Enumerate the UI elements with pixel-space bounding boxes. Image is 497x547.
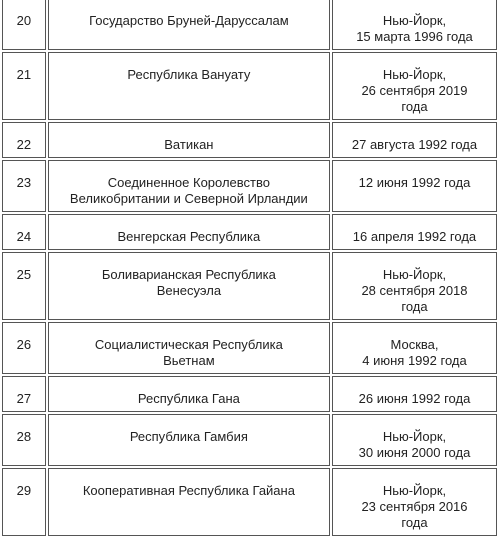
- row-number: 26: [16, 337, 32, 352]
- table-row: [2, 214, 497, 250]
- row-number-cell: [2, 252, 46, 320]
- signing-date-cell: [332, 468, 497, 536]
- country-name-line: Соединенное Королевство: [107, 175, 270, 190]
- row-number-cell: [2, 160, 46, 212]
- country-name-cell: [48, 414, 330, 466]
- signing-date-cell: [332, 214, 497, 250]
- signing-date-cell: [332, 0, 497, 50]
- signing-date-line: 28 сентября 2018: [361, 283, 468, 298]
- signing-date-cell: [332, 322, 497, 374]
- signing-date-cell: [332, 52, 497, 120]
- signing-date-line: 27 августа 1992 года: [351, 137, 478, 152]
- country-name-line: Венесуэла: [156, 283, 222, 298]
- country-name-line: Социалистическая Республика: [94, 337, 283, 352]
- country-name-line: Государство Бруней-Даруссалам: [89, 13, 289, 28]
- country-name-cell: [48, 468, 330, 536]
- row-number: 20: [16, 13, 32, 28]
- row-number: 28: [16, 429, 32, 444]
- row-number-cell: [2, 0, 46, 50]
- country-name-line: Республика Гамбия: [129, 429, 248, 444]
- signing-date-cell: [332, 252, 497, 320]
- country-name-cell: [48, 122, 330, 158]
- country-name-line: Кооперативная Республика Гайана: [82, 483, 295, 498]
- row-number: 25: [16, 267, 32, 282]
- country-name-line: Республика Гана: [137, 391, 240, 406]
- row-number: 27: [16, 391, 32, 406]
- row-number-cell: [2, 214, 46, 250]
- row-number-cell: [2, 376, 46, 412]
- signing-date-line: Нью-Йорк,: [382, 67, 447, 82]
- table-row: [2, 252, 497, 320]
- country-name-cell: [48, 52, 330, 120]
- row-number-cell: [2, 414, 46, 466]
- signing-date-cell: [332, 376, 497, 412]
- signing-date-line: Нью-Йорк,: [382, 13, 447, 28]
- country-name-cell: [48, 160, 330, 212]
- signing-date-cell: [332, 122, 497, 158]
- country-name-line: Боливарианская Республика: [101, 267, 276, 282]
- country-name-cell: [48, 376, 330, 412]
- table-row: [2, 414, 497, 466]
- country-name-line: Республика Вануату: [127, 67, 251, 82]
- signing-date-line: года: [401, 299, 428, 314]
- signing-date-line: года: [401, 99, 428, 114]
- signing-date-line: Нью-Йорк,: [382, 429, 447, 444]
- table-row: [2, 0, 497, 50]
- table-row: [2, 52, 497, 120]
- table-row: [2, 468, 497, 536]
- row-number: 24: [16, 229, 32, 244]
- row-number-cell: [2, 122, 46, 158]
- row-number: 29: [16, 483, 32, 498]
- signing-date-line: Нью-Йорк,: [382, 267, 447, 282]
- signing-date-line: 30 июня 2000 года: [358, 445, 471, 460]
- signing-date-line: 4 июня 1992 года: [362, 353, 467, 368]
- signing-date-cell: [332, 160, 497, 212]
- country-name-cell: [48, 214, 330, 250]
- row-number-cell: [2, 468, 46, 536]
- country-name-line: Великобритании и Северной Ирландии: [69, 191, 308, 206]
- country-name-line: Ватикан: [164, 137, 214, 152]
- table-row: [2, 322, 497, 374]
- signing-date-line: 26 июня 1992 года: [358, 391, 471, 406]
- country-name-line: Вьетнам: [163, 353, 215, 368]
- row-number-cell: [2, 52, 46, 120]
- table-body: [2, 0, 497, 536]
- signing-date-line: Нью-Йорк,: [382, 483, 447, 498]
- signing-date-line: Москва,: [390, 337, 439, 352]
- country-name-line: Венгерская Республика: [117, 229, 261, 244]
- signing-date-line: 16 апреля 1992 года: [352, 229, 477, 244]
- row-number: 23: [16, 175, 32, 190]
- country-name-cell: [48, 322, 330, 374]
- signing-date-cell: [332, 414, 497, 466]
- country-name-cell: [48, 252, 330, 320]
- row-number-cell: [2, 322, 46, 374]
- row-number: 22: [16, 137, 32, 152]
- country-name-cell: [48, 0, 330, 50]
- signing-date-line: 23 сентября 2016: [361, 499, 468, 514]
- table-row: [2, 160, 497, 212]
- signing-date-line: 15 марта 1996 года: [356, 29, 473, 44]
- signing-date-line: 12 июня 1992 года: [358, 175, 471, 190]
- signing-date-line: 26 сентября 2019: [361, 83, 468, 98]
- table-row: [2, 376, 497, 412]
- signing-date-line: года: [401, 515, 428, 530]
- table-row: [2, 122, 497, 158]
- row-number: 21: [16, 67, 32, 82]
